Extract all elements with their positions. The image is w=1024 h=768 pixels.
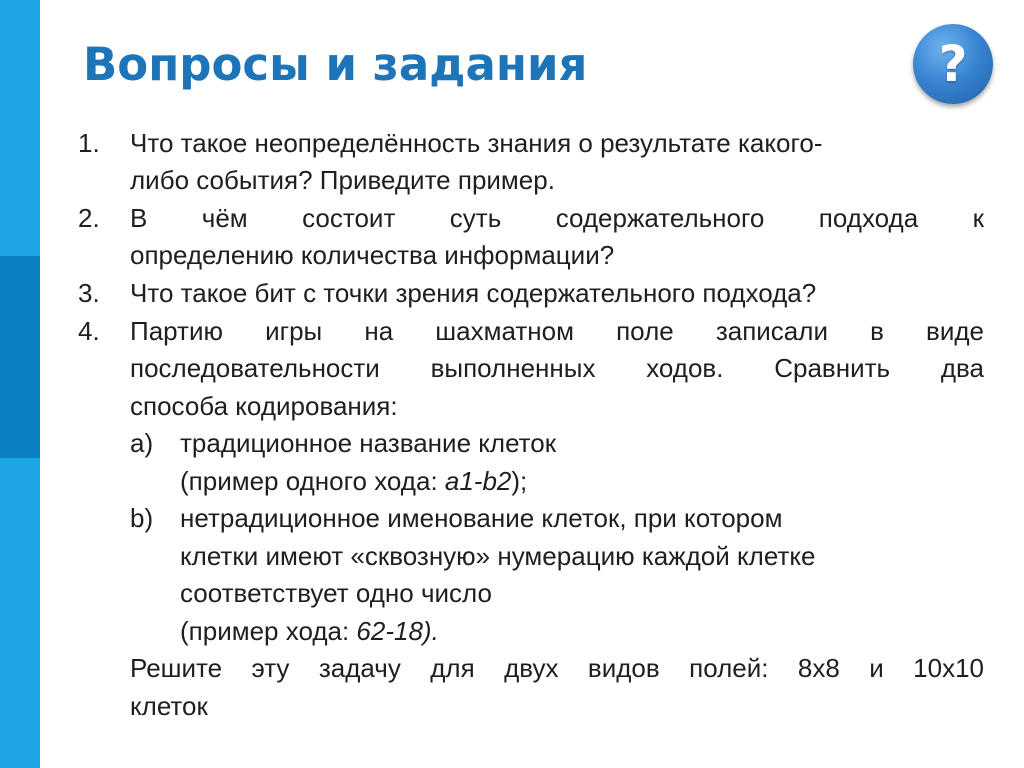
example-move: 62-18). (356, 616, 439, 646)
option-example (180, 613, 439, 651)
option-text: традиционное название клеток (180, 428, 557, 458)
example-suffix: ); (511, 466, 528, 496)
question-text-line: Что такое неопределённость знания о результате какого- (130, 128, 823, 158)
task-closing-line: клеток (130, 691, 208, 721)
task-closing-line: Решите эту задачу для двух видов полей: 8х8 и 10х10 (130, 653, 984, 683)
question-number: 1. (78, 128, 100, 158)
question-text-line: В чём состоит суть содержательного подхода к (130, 203, 984, 233)
question-text-line: Что такое бит с точки зрения содержательного подхода? (130, 278, 817, 308)
option-label: b) (130, 503, 154, 533)
question-text-line: либо события? Приведите пример. (130, 165, 555, 195)
example-prefix: (пример хода: (180, 616, 357, 646)
option-text: клетки имеют «сквозную» нумерацию каждой клетке (180, 541, 816, 571)
question-mark-icon: ? (938, 35, 968, 93)
question-text-line: способа кодирования: (130, 391, 398, 421)
question-number: 3. (78, 278, 100, 308)
option-text: соответствует одно число (180, 578, 492, 608)
question-text-line: определению количества информации? (130, 240, 615, 270)
example-move: a1-b2 (444, 466, 512, 496)
question-text-line: последовательности выполненных ходов. Сравнить два (130, 353, 984, 383)
example-prefix: (пример одного хода: (180, 466, 445, 496)
question-number: 2. (78, 203, 100, 233)
option-example (180, 463, 527, 501)
question-text-line: Партию игры на шахматном поле записали в виде (130, 316, 984, 346)
slide-title: Вопросы и задания (83, 38, 588, 91)
question-number: 4. (78, 316, 100, 346)
option-text: нетрадиционное именование клеток, при котором (180, 503, 783, 533)
option-label: a) (130, 428, 154, 458)
